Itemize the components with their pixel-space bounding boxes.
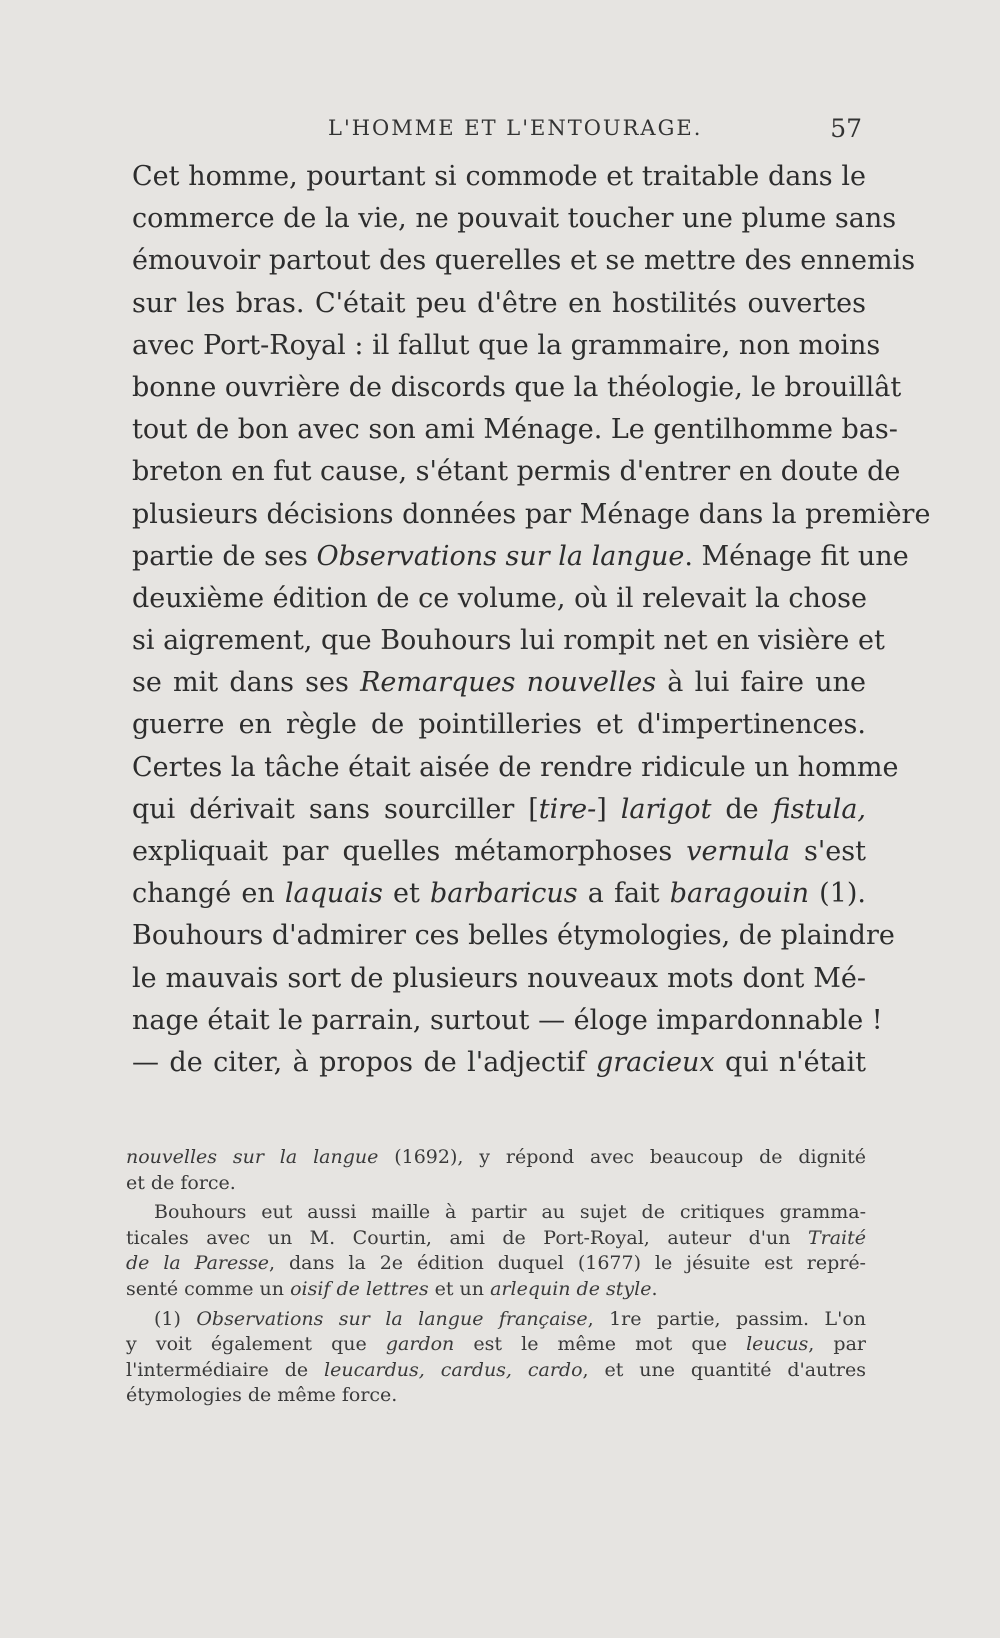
text-run: nage était le parrain, surtout — éloge impardonnable ! [132, 1004, 883, 1036]
text-line [132, 662, 866, 704]
text-run: , et une quantité d'autres [582, 1358, 866, 1381]
footnote-line [126, 1251, 866, 1277]
footnote-line [126, 1200, 866, 1226]
italic-text: vernula [686, 836, 790, 867]
italic-text: arlequin de style [490, 1277, 652, 1300]
italic-text: laquais [284, 878, 383, 910]
text-run: senté comme un [126, 1277, 291, 1300]
text-run: Cet homme, pourtant si commode et traitable dans le [132, 161, 866, 192]
footnote-line [126, 1226, 866, 1252]
text-run: de [711, 793, 773, 825]
footnote-line [126, 1145, 866, 1171]
text-line [132, 578, 866, 620]
text-line [132, 536, 909, 578]
text-run: breton en fut cause, s'étant permis d'entrer en doute de [132, 456, 901, 488]
text-run: l'intermédiaire de [126, 1358, 325, 1381]
text-line [132, 704, 866, 746]
text-run: plusieurs décisions données par Ménage dans la première [132, 498, 931, 530]
page-header [133, 112, 865, 152]
footnote-line [126, 1358, 866, 1384]
text-run: , par [808, 1333, 866, 1356]
text-line [132, 873, 866, 915]
footnote-line [126, 1332, 866, 1358]
italic-text: baragouin [669, 878, 810, 910]
text-line [132, 198, 897, 240]
text-run: tout de bon avec son ami Ménage. Le gentilhomme bas- [132, 414, 898, 446]
italic-text: gardon [385, 1333, 455, 1356]
italic-text: fistula, [772, 793, 866, 825]
text-run: qui n'était [714, 1046, 866, 1078]
text-run: si aigrement, que Bouhours lui rompit net en visière et [132, 625, 885, 657]
text-line [132, 620, 885, 662]
text-line [132, 1000, 883, 1042]
text-run: y voit également que [126, 1333, 386, 1356]
text-line [132, 325, 881, 367]
text-run: (1). [809, 878, 866, 910]
text-run: commerce de la vie, ne pouvait toucher une plume sans [132, 203, 897, 235]
footnote-line [126, 1171, 866, 1197]
text-run: partie de ses [132, 540, 317, 572]
text-run: émouvoir partout des querelles et se mettre des ennemis [132, 245, 916, 277]
text-run: ticales avec un M. Courtin, ami de Port-Royal, auteur d'un [126, 1226, 808, 1249]
text-line [132, 240, 916, 282]
running-head: L'HOMME ET L'ENTOURAGE. [328, 116, 703, 140]
italic-text: Traité [807, 1226, 866, 1249]
footnote-line [126, 1307, 866, 1333]
text-line [132, 789, 866, 831]
text-run: Bouhours eut aussi maille à partir au sujet de critiques gramma- [154, 1201, 866, 1224]
italic-text: barbaricus [430, 878, 578, 910]
italic-text: gracieux [595, 1046, 715, 1078]
italic-text: tire- [538, 793, 597, 825]
italic-text: larigot [620, 793, 712, 825]
text-run: bonne ouvrière de discords que la théologie, le brouillât [132, 371, 902, 403]
text-run: a fait [577, 878, 670, 910]
text-line [132, 958, 866, 1000]
text-run: et un [428, 1277, 491, 1300]
text-run: Certes la tâche était aisée de rendre ridicule un homme [132, 751, 899, 783]
italic-text: Observations sur la langue française [196, 1307, 588, 1330]
italic-text: leucus [746, 1333, 809, 1356]
text-run: qui dérivait sans sourciller [ [132, 793, 539, 825]
text-line [132, 915, 895, 957]
footnote-line [126, 1383, 866, 1409]
text-run: (1) [154, 1307, 197, 1330]
text-run: deuxième édition de ce volume, où il relevait la chose [132, 582, 867, 614]
text-run: étymologies de même force. [126, 1384, 398, 1407]
text-run: changé en [132, 878, 285, 910]
italic-text: Remarques nouvelles [360, 667, 657, 699]
text-run: et [382, 878, 431, 910]
text-run: expliquait par quelles métamorphoses [132, 836, 687, 867]
footnotes [126, 1145, 866, 1409]
text-line [132, 409, 898, 451]
text-run: avec Port-Royal : il fallut que la grammaire, non moins [132, 329, 881, 361]
text-run: . [651, 1277, 658, 1300]
italic-text: oisif de lettres [290, 1277, 429, 1300]
text-line [132, 747, 899, 789]
footnote-line [126, 1277, 866, 1303]
text-line [132, 494, 931, 536]
page-number: 57 [830, 114, 862, 143]
text-run: et de force. [126, 1171, 236, 1194]
text-run: . Ménage fit une [684, 540, 909, 572]
text-run: se mit dans ses [132, 667, 361, 699]
text-line [132, 283, 866, 325]
text-run: sur les bras. C'était peu d'être en hostilités ouvertes [132, 287, 866, 319]
text-line [132, 367, 902, 409]
text-run: à lui faire une [656, 667, 866, 699]
text-run: , dans la 2e édition duquel (1677) le jésuite est repré- [269, 1252, 866, 1275]
text-run: — de citer, à propos de l'adjectif [132, 1046, 596, 1078]
italic-text: leucardus, cardus, cardo [324, 1358, 583, 1381]
text-line [132, 156, 866, 198]
text-line [132, 1042, 866, 1084]
text-run: (1692), y répond avec beaucoup de dignité [378, 1146, 866, 1168]
italic-text: de la Paresse [126, 1252, 269, 1275]
italic-text: nouvelles sur la langue [126, 1146, 379, 1168]
text-line [132, 831, 866, 873]
text-run: , 1re partie, passim. L'on [587, 1307, 867, 1330]
text-run: ] [596, 793, 621, 825]
text-line [132, 451, 901, 493]
italic-text: Observations sur la langue [316, 540, 685, 572]
text-run: est le même mot que [454, 1333, 747, 1356]
text-run: guerre en règle de pointilleries et d'impertinences. [132, 709, 866, 741]
text-run: s'est [789, 836, 866, 867]
main-text [132, 156, 931, 1084]
text-run: le mauvais sort de plusieurs nouveaux mots dont Mé- [132, 962, 866, 994]
text-run: Bouhours d'admirer ces belles étymologies, de plaindre [132, 920, 895, 952]
